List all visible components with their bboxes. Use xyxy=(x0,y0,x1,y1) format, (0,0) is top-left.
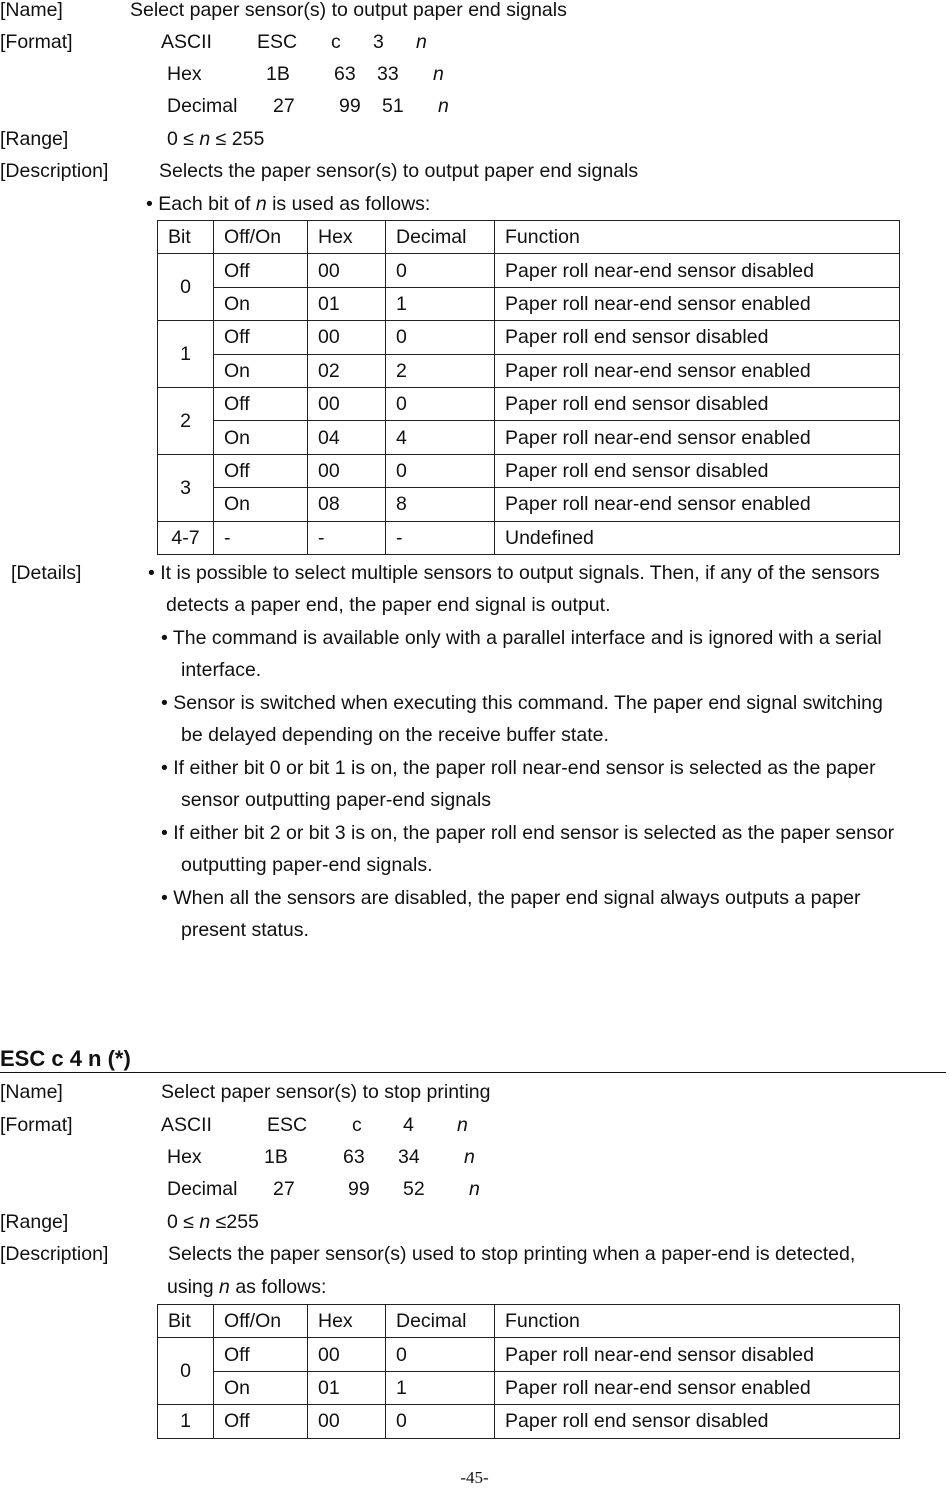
details-item-6: • When all the sensors are disabled, the paper end signal always outputs a paper xyxy=(161,887,861,909)
table-row xyxy=(158,254,900,287)
table-row xyxy=(158,387,900,420)
format-hex-n: n xyxy=(464,1146,475,1168)
format-hex-1b: 1B xyxy=(264,1146,288,1168)
details-item-1-cont: detects a paper end, the paper end signal is output. xyxy=(166,594,611,616)
format-ascii-c: c xyxy=(331,31,341,53)
format-hex-33: 33 xyxy=(377,63,399,85)
description-text: Selects the paper sensor(s) used to stop printing when a paper-end is detected, xyxy=(168,1243,856,1265)
table-cell: 0 xyxy=(386,321,495,354)
format-hex-63: 63 xyxy=(334,63,356,85)
table-cell: 0 xyxy=(386,1338,495,1371)
format-label: [Format] xyxy=(0,31,73,53)
format-dec-n: n xyxy=(469,1178,480,1200)
table-cell: 00 xyxy=(308,254,386,287)
format-ascii-n: n xyxy=(457,1114,468,1136)
table-cell: 00 xyxy=(308,1338,386,1371)
table-row xyxy=(158,287,900,320)
name-label: [Name] xyxy=(0,0,63,21)
table-cell: Off xyxy=(214,454,308,487)
table-row xyxy=(158,454,900,487)
table-row xyxy=(158,1371,900,1404)
name-text: Select paper sensor(s) to stop printing xyxy=(161,1081,491,1103)
table-cell: Off xyxy=(214,254,308,287)
table-cell: 0 xyxy=(386,1405,495,1438)
table-header: Decimal xyxy=(386,1305,495,1338)
details-item-3: • Sensor is switched when executing this command. The paper end signal switching xyxy=(161,692,883,714)
format-ascii-4: 4 xyxy=(403,1114,414,1136)
format-ascii-n: n xyxy=(416,31,427,53)
table-row xyxy=(158,521,900,554)
bits-intro: • Each bit of n is used as follows: xyxy=(146,193,431,215)
details-label: [Details] xyxy=(11,562,82,584)
bit-cell: 0 xyxy=(158,254,214,321)
name-text: Select paper sensor(s) to output paper end signals xyxy=(130,0,567,21)
table-cell: 0 xyxy=(386,454,495,487)
description-label: [Description] xyxy=(0,1243,109,1265)
description-label: [Description] xyxy=(0,160,109,182)
range-label: [Range] xyxy=(0,1211,69,1233)
table-cell: Off xyxy=(214,387,308,420)
table-row xyxy=(158,354,900,387)
table-cell: 00 xyxy=(308,321,386,354)
table-header-row xyxy=(158,221,900,254)
table-cell: - xyxy=(214,521,308,554)
details-item-4: • If either bit 0 or bit 1 is on, the paper roll near-end sensor is selected as the paper xyxy=(161,757,876,779)
table-cell: Paper roll end sensor disabled xyxy=(495,387,900,420)
table-cell: On xyxy=(214,1371,308,1404)
format-dec-27: 27 xyxy=(273,95,295,117)
details-item-1: • It is possible to select multiple sensors to output signals. Then, if any of the sensors xyxy=(148,562,880,584)
table-cell: Paper roll near-end sensor enabled xyxy=(495,421,900,454)
table-cell: 8 xyxy=(386,488,495,521)
bit-table xyxy=(157,220,900,555)
table-cell: 00 xyxy=(308,387,386,420)
details-item-2: • The command is available only with a parallel interface and is ignored with a serial xyxy=(161,627,882,649)
table-header: Function xyxy=(495,1305,900,1338)
table-cell: On xyxy=(214,354,308,387)
table-cell: 00 xyxy=(308,1405,386,1438)
bit-cell: 1 xyxy=(158,1405,214,1438)
table-cell: 01 xyxy=(308,1371,386,1404)
table-row xyxy=(158,1405,900,1438)
table-header: Off/On xyxy=(214,221,308,254)
table-row xyxy=(158,1338,900,1371)
format-dec-n: n xyxy=(438,95,449,117)
format-hex-63: 63 xyxy=(343,1146,365,1168)
bit-cell: 4-7 xyxy=(158,521,214,554)
format-dec-label: Decimal xyxy=(167,1178,238,1200)
name-label: [Name] xyxy=(0,1081,63,1103)
table-cell: 1 xyxy=(386,287,495,320)
table-cell: Off xyxy=(214,321,308,354)
table-cell: - xyxy=(308,521,386,554)
format-ascii-esc: ESC xyxy=(267,1114,308,1136)
table-header: Hex xyxy=(308,221,386,254)
format-dec-52: 52 xyxy=(403,1178,425,1200)
section-heading: ESC c 4 n (*) xyxy=(0,1046,946,1073)
format-dec-99: 99 xyxy=(348,1178,370,1200)
table-cell: 04 xyxy=(308,421,386,454)
format-ascii-c: c xyxy=(352,1114,362,1136)
range-text: 0 ≤ n ≤255 xyxy=(167,1211,259,1233)
range-text: 0 ≤ n ≤ 255 xyxy=(167,128,265,150)
table-row xyxy=(158,421,900,454)
description-text-cont: using n as follows: xyxy=(167,1276,327,1298)
details-item-5-cont: outputting paper-end signals. xyxy=(181,854,433,876)
table-cell: Paper roll near-end sensor enabled xyxy=(495,488,900,521)
bit-cell: 2 xyxy=(158,387,214,454)
table-cell: On xyxy=(214,287,308,320)
format-ascii-label: ASCII xyxy=(161,1114,212,1136)
table-cell: On xyxy=(214,488,308,521)
table-cell: Paper roll near-end sensor disabled xyxy=(495,254,900,287)
table-cell: 02 xyxy=(308,354,386,387)
format-ascii-esc: ESC xyxy=(257,31,298,53)
table-cell: 08 xyxy=(308,488,386,521)
table-cell: Off xyxy=(214,1338,308,1371)
table-header: Function xyxy=(495,221,900,254)
table-cell: 2 xyxy=(386,354,495,387)
bit-cell: 3 xyxy=(158,454,214,521)
format-hex-1b: 1B xyxy=(266,63,290,85)
details-item-6-cont: present status. xyxy=(181,919,309,941)
bit-cell: 1 xyxy=(158,321,214,388)
table-cell: Paper roll near-end sensor disabled xyxy=(495,1338,900,1371)
table-row xyxy=(158,488,900,521)
format-ascii-3: 3 xyxy=(373,31,384,53)
format-hex-label: Hex xyxy=(167,1146,202,1168)
format-dec-99: 99 xyxy=(339,95,361,117)
table-header: Off/On xyxy=(214,1305,308,1338)
table-cell: 1 xyxy=(386,1371,495,1404)
table-cell: Undefined xyxy=(495,521,900,554)
bit-table xyxy=(157,1304,900,1439)
table-cell: Paper roll near-end sensor enabled xyxy=(495,354,900,387)
table-row xyxy=(158,321,900,354)
table-cell: Paper roll end sensor disabled xyxy=(495,454,900,487)
table-header: Hex xyxy=(308,1305,386,1338)
table-header: Bit xyxy=(158,1305,214,1338)
table-cell: Off xyxy=(214,1405,308,1438)
details-item-4-cont: sensor outputting paper-end signals xyxy=(181,789,492,811)
table-header: Decimal xyxy=(386,221,495,254)
bit-cell: 0 xyxy=(158,1338,214,1405)
format-hex-34: 34 xyxy=(398,1146,420,1168)
table-cell: Paper roll near-end sensor enabled xyxy=(495,287,900,320)
page-number: -45- xyxy=(460,1468,489,1487)
format-dec-label: Decimal xyxy=(167,95,238,117)
format-hex-label: Hex xyxy=(167,63,202,85)
table-cell: 0 xyxy=(386,387,495,420)
format-label: [Format] xyxy=(0,1114,73,1136)
table-cell: 4 xyxy=(386,421,495,454)
table-cell: Paper roll near-end sensor enabled xyxy=(495,1371,900,1404)
format-ascii-label: ASCII xyxy=(161,31,212,53)
description-text: Selects the paper sensor(s) to output paper end signals xyxy=(159,160,639,182)
table-cell: 00 xyxy=(308,454,386,487)
format-hex-n: n xyxy=(433,63,444,85)
table-cell: 0 xyxy=(386,254,495,287)
table-cell: 01 xyxy=(308,287,386,320)
table-header: Bit xyxy=(158,221,214,254)
details-item-2-cont: interface. xyxy=(181,659,262,681)
table-cell: On xyxy=(214,421,308,454)
table-cell: Paper roll end sensor disabled xyxy=(495,321,900,354)
format-dec-51: 51 xyxy=(382,95,404,117)
range-label: [Range] xyxy=(0,128,69,150)
format-dec-27: 27 xyxy=(273,1178,295,1200)
table-cell: - xyxy=(386,521,495,554)
table-cell: Paper roll end sensor disabled xyxy=(495,1405,900,1438)
table-header-row xyxy=(158,1305,900,1338)
details-item-3-cont: be delayed depending on the receive buffer state. xyxy=(181,724,609,746)
details-item-5: • If either bit 2 or bit 3 is on, the paper roll end sensor is selected as the paper sensor xyxy=(161,822,895,844)
